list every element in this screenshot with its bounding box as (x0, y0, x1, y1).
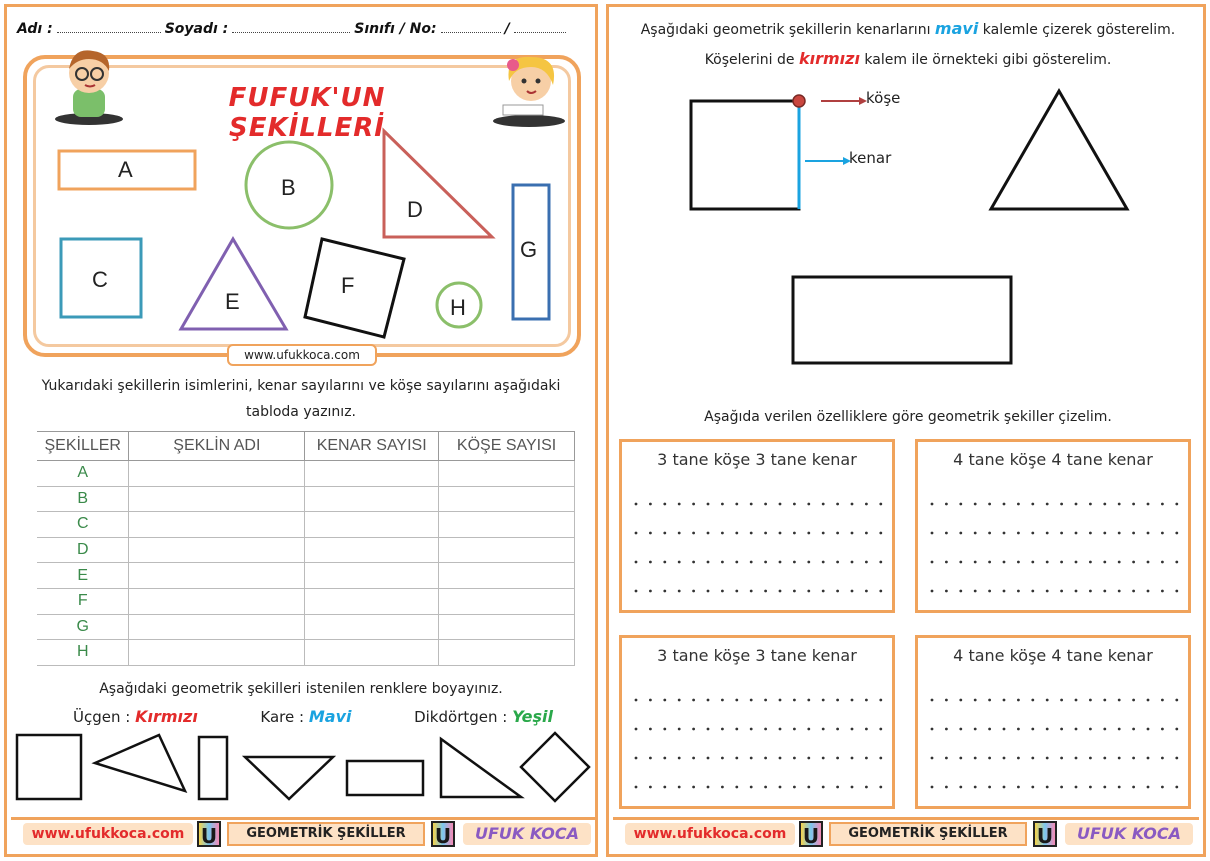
color-legend (73, 707, 553, 726)
legend-blue: Mavi (308, 707, 352, 726)
shape-d-triangle (384, 131, 492, 237)
corner-count-cell[interactable] (439, 614, 575, 640)
col-header-edges: KENAR SAYISI (305, 432, 439, 461)
edge-count-cell[interactable] (305, 640, 439, 666)
row-shape-letter: E (37, 563, 129, 589)
dot-grid[interactable] (630, 694, 886, 794)
table-header-row (37, 432, 575, 461)
shape-label-g: G (520, 237, 538, 262)
corner-count-cell[interactable] (439, 563, 575, 589)
shape-f-square (305, 239, 404, 337)
drawing-box-1[interactable] (619, 439, 895, 613)
table-row (37, 512, 575, 538)
col-header-name: ŞEKLİN ADI (129, 432, 305, 461)
name-label: Adı : (17, 21, 53, 37)
shape-e-triangle (181, 239, 286, 329)
shapes-frame (23, 55, 581, 357)
right-footer (613, 817, 1199, 847)
footer-brand: UFUK KOCA (463, 823, 591, 845)
row-shape-letter: H (37, 640, 129, 666)
u-logo-icon: U (197, 821, 221, 847)
col-header-shapes: ŞEKİLLER (37, 432, 129, 461)
frame-url-tag: www.ufukkoca.com (227, 344, 377, 366)
legend-square: Kare : Mavi (260, 707, 352, 726)
class-label: Sınıfı / No: (354, 21, 437, 37)
edge-count-cell[interactable] (305, 512, 439, 538)
row-shape-letter: D (37, 537, 129, 563)
corner-label: köşe (866, 89, 901, 107)
table-row (37, 486, 575, 512)
legend-red: Kırmızı (135, 707, 198, 726)
table-instruction: Yukarıdaki şekillerin isimlerini, kenar sayılarını ve köşe sayılarını aşağıdaki tabloda yazınız. (41, 378, 561, 420)
class-slash: / (504, 21, 510, 37)
student-info-header (17, 21, 587, 37)
edge-label: kenar (849, 149, 892, 167)
table-row (37, 588, 575, 614)
drawing-box-4[interactable] (915, 635, 1191, 809)
corner-count-cell[interactable] (439, 486, 575, 512)
corner-count-cell[interactable] (439, 588, 575, 614)
footer-url[interactable]: www.ufukkoca.com (23, 823, 193, 845)
row-shape-letter: B (37, 486, 129, 512)
exercise-rectangle (793, 277, 1011, 363)
shapes-table (37, 431, 575, 666)
shape-label-f: F (341, 273, 355, 298)
u-logo-icon: U (431, 821, 455, 847)
example-shapes (609, 77, 1203, 377)
table-body (37, 461, 575, 666)
row-shape-letter: C (37, 512, 129, 538)
dot-grid[interactable] (926, 498, 1182, 598)
shape-name-cell[interactable] (129, 537, 305, 563)
corner-count-cell[interactable] (439, 537, 575, 563)
table-row (37, 563, 575, 589)
edge-count-cell[interactable] (305, 563, 439, 589)
shape-label-d: D (407, 197, 423, 222)
edge-count-cell[interactable] (305, 537, 439, 563)
exercise-triangle (991, 91, 1127, 209)
surname-label: Soyadı : (164, 21, 229, 37)
number-field[interactable] (514, 21, 566, 33)
table-row (37, 640, 575, 666)
shape-name-cell[interactable] (129, 512, 305, 538)
shape-label-a: A (118, 157, 133, 182)
shape-name-cell[interactable] (129, 563, 305, 589)
shape-label-e: E (225, 289, 240, 314)
table-row (37, 537, 575, 563)
shape-name-cell[interactable] (129, 614, 305, 640)
color-triangle-1[interactable] (95, 735, 185, 791)
edge-count-cell[interactable] (305, 461, 439, 487)
legend-green: Yeşil (512, 707, 553, 726)
color-rectangle-1[interactable] (199, 737, 227, 799)
drawing-box-title: 4 tane köşe 4 tane kenar (953, 450, 1153, 469)
shape-name-cell[interactable] (129, 640, 305, 666)
edges-instruction: Aşağıdaki geometrik şekillerin kenarlarını mavi kalemle çizerek gösterelim. Köşelerini de kırmızı kalem ile örnekteki gibi gösterelim. (640, 19, 1176, 68)
dot-grid[interactable] (630, 498, 886, 598)
dot-grid[interactable] (926, 694, 1182, 794)
legend-rectangle: Dikdörtgen : Yeşil (414, 707, 553, 726)
example-corner-dot (793, 95, 805, 107)
draw-instruction: Aşağıda verilen özelliklere göre geometrik şekiller çizelim. (704, 409, 1112, 425)
color-square-2[interactable] (521, 733, 589, 801)
color-triangle-3[interactable] (441, 739, 521, 797)
class-field[interactable] (441, 21, 501, 33)
left-footer (11, 817, 597, 847)
drawing-box-title: 4 tane köşe 4 tane kenar (953, 646, 1153, 665)
edge-count-cell[interactable] (305, 614, 439, 640)
drawing-box-3[interactable] (619, 635, 895, 809)
shape-label-b: B (281, 175, 296, 200)
u-logo-icon: U (1033, 821, 1057, 847)
color-rectangle-2[interactable] (347, 761, 423, 795)
row-shape-letter: A (37, 461, 129, 487)
example-square (691, 101, 799, 209)
table-row (37, 614, 575, 640)
footer-subject: GEOMETRİK ŞEKİLLER (829, 822, 1027, 846)
color-square-1[interactable] (17, 735, 81, 799)
footer-brand: UFUK KOCA (1065, 823, 1193, 845)
corner-count-cell[interactable] (439, 461, 575, 487)
row-shape-letter: F (37, 588, 129, 614)
keyword-blue: mavi (934, 19, 979, 38)
shape-label-h: H (450, 295, 466, 320)
shape-name-cell[interactable] (129, 588, 305, 614)
footer-subject: GEOMETRİK ŞEKİLLER (227, 822, 425, 846)
name-field[interactable] (57, 21, 161, 33)
u-logo-icon: U (799, 821, 823, 847)
shape-label-c: C (92, 267, 108, 292)
shape-name-cell[interactable] (129, 486, 305, 512)
edge-count-cell[interactable] (305, 588, 439, 614)
frame-title: FUFUK'UN ŞEKİLLERİ (228, 83, 386, 143)
footer-url[interactable]: www.ufukkoca.com (625, 823, 795, 845)
table-row (37, 461, 575, 487)
corner-count-cell[interactable] (439, 640, 575, 666)
color-triangle-2[interactable] (245, 757, 333, 799)
drawing-box-title: 3 tane köşe 3 tane kenar (657, 450, 857, 469)
right-worksheet-page (606, 4, 1206, 857)
coloring-shapes (13, 731, 595, 811)
corner-count-cell[interactable] (439, 512, 575, 538)
col-header-corners: KÖŞE SAYISI (439, 432, 575, 461)
coloring-instruction: Aşağıdaki geometrik şekilleri istenilen renklere boyayınız. (99, 681, 503, 697)
row-shape-letter: G (37, 614, 129, 640)
shape-name-cell[interactable] (129, 461, 305, 487)
drawing-box-2[interactable] (915, 439, 1191, 613)
keyword-red: kırmızı (798, 49, 860, 68)
left-worksheet-page (4, 4, 598, 857)
shapes-canvas (27, 59, 577, 353)
surname-field[interactable] (232, 21, 350, 33)
drawing-box-title: 3 tane köşe 3 tane kenar (657, 646, 857, 665)
legend-triangle: Üçgen : Kırmızı (73, 707, 198, 726)
edge-count-cell[interactable] (305, 486, 439, 512)
